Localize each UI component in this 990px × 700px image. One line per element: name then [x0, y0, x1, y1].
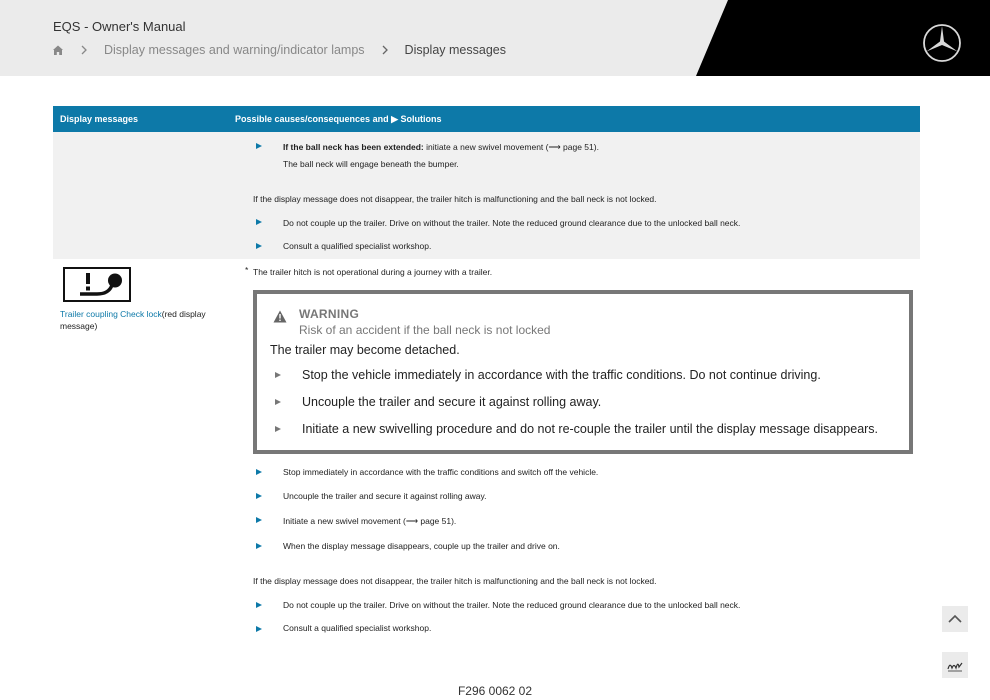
step-note: The ball neck will engage beneath the bumper. [283, 159, 459, 169]
message-rest-text: (red display message) [60, 309, 206, 331]
warning-item: Stop the vehicle immediately in accordance with the traffic conditions. Do not continue driving. [302, 368, 821, 382]
step-text: Do not couple up the trailer. Drive on without the trailer. Note the reduced ground clearance due to the unlocked ball neck. [283, 600, 741, 610]
footnote-star: * [245, 265, 249, 275]
signature-button[interactable] [942, 652, 968, 678]
breadcrumb-link-display-messages-lamps[interactable]: Display messages and warning/indicator lamps [104, 43, 365, 57]
trailer-hitch-icon [63, 267, 131, 302]
step-arrow-icon [256, 517, 262, 523]
breadcrumb-current: Display messages [404, 43, 506, 57]
message-link[interactable]: Trailer coupling Check lock [60, 309, 162, 319]
chevron-right-icon [379, 44, 391, 56]
step-arrow-icon [256, 602, 262, 608]
intro-text: The trailer hitch is not operational during a journey with a trailer. [253, 267, 493, 277]
step-arrow-icon [256, 469, 262, 475]
warning-subtitle: Risk of an accident if the ball neck is not locked [299, 323, 551, 337]
step-text [283, 142, 599, 153]
scroll-to-top-icon [942, 619, 968, 636]
condition-text: If the display message does not disappear, the trailer hitch is malfunctioning and the ball neck is not locked. [253, 576, 657, 586]
step-arrow-icon [256, 243, 262, 249]
home-icon[interactable] [52, 44, 64, 56]
warning-item: Initiate a new swivelling procedure and do not re-couple the trailer until the display message disappears. [302, 422, 879, 436]
step-text: Do not couple up the trailer. Drive on without the trailer. Note the reduced ground clearance due to the unlocked ball neck. [283, 218, 741, 228]
warning-triangle-icon [273, 310, 287, 323]
header-bar [0, 0, 990, 76]
column-header-causes: Possible causes/consequences and ▶ Solutions [235, 114, 442, 124]
figure-code: F296 0062 02 [457, 684, 533, 698]
step-arrow-icon [256, 543, 262, 549]
step-text: Uncouple the trailer and secure it against rolling away. [283, 491, 487, 501]
step-arrow-icon [256, 219, 262, 225]
step-bold-text: If the ball neck has been extended: [283, 142, 424, 152]
step-rest-text: initiate a new swivel movement (⟶ page 51). [423, 142, 599, 152]
page-title: EQS - Owner's Manual [53, 19, 186, 34]
step-text: Consult a qualified specialist workshop. [283, 241, 432, 251]
warning-title: WARNING [299, 307, 360, 321]
chevron-right-icon [78, 44, 90, 56]
step-arrow-icon [275, 426, 281, 432]
step-text: Consult a qualified specialist workshop. [283, 623, 432, 633]
step-text: Initiate a new swivel movement (⟶ page 51). [283, 516, 457, 526]
step-arrow-icon [275, 399, 281, 405]
table-header [53, 106, 920, 132]
signature-icon [942, 665, 968, 682]
step-arrow-icon [256, 493, 262, 499]
warning-box [253, 290, 913, 454]
condition-text: If the display message does not disappear, the trailer hitch is malfunctioning and the ball neck is not locked. [253, 194, 657, 204]
step-arrow-icon [256, 143, 262, 149]
column-header-display-messages: Display messages [60, 114, 139, 124]
breadcrumb [52, 42, 506, 58]
scroll-to-top-button[interactable] [942, 606, 968, 632]
warning-item: Uncouple the trailer and secure it against rolling away. [302, 395, 602, 409]
step-arrow-icon [275, 372, 281, 378]
step-text: When the display message disappears, couple up the trailer and drive on. [283, 541, 560, 551]
step-text: Stop immediately in accordance with the traffic conditions and switch off the vehicle. [283, 467, 599, 477]
display-message-description [60, 308, 220, 332]
step-arrow-icon [256, 626, 262, 632]
mercedes-star-logo [922, 23, 962, 63]
warning-lead: The trailer may become detached. [270, 343, 460, 357]
